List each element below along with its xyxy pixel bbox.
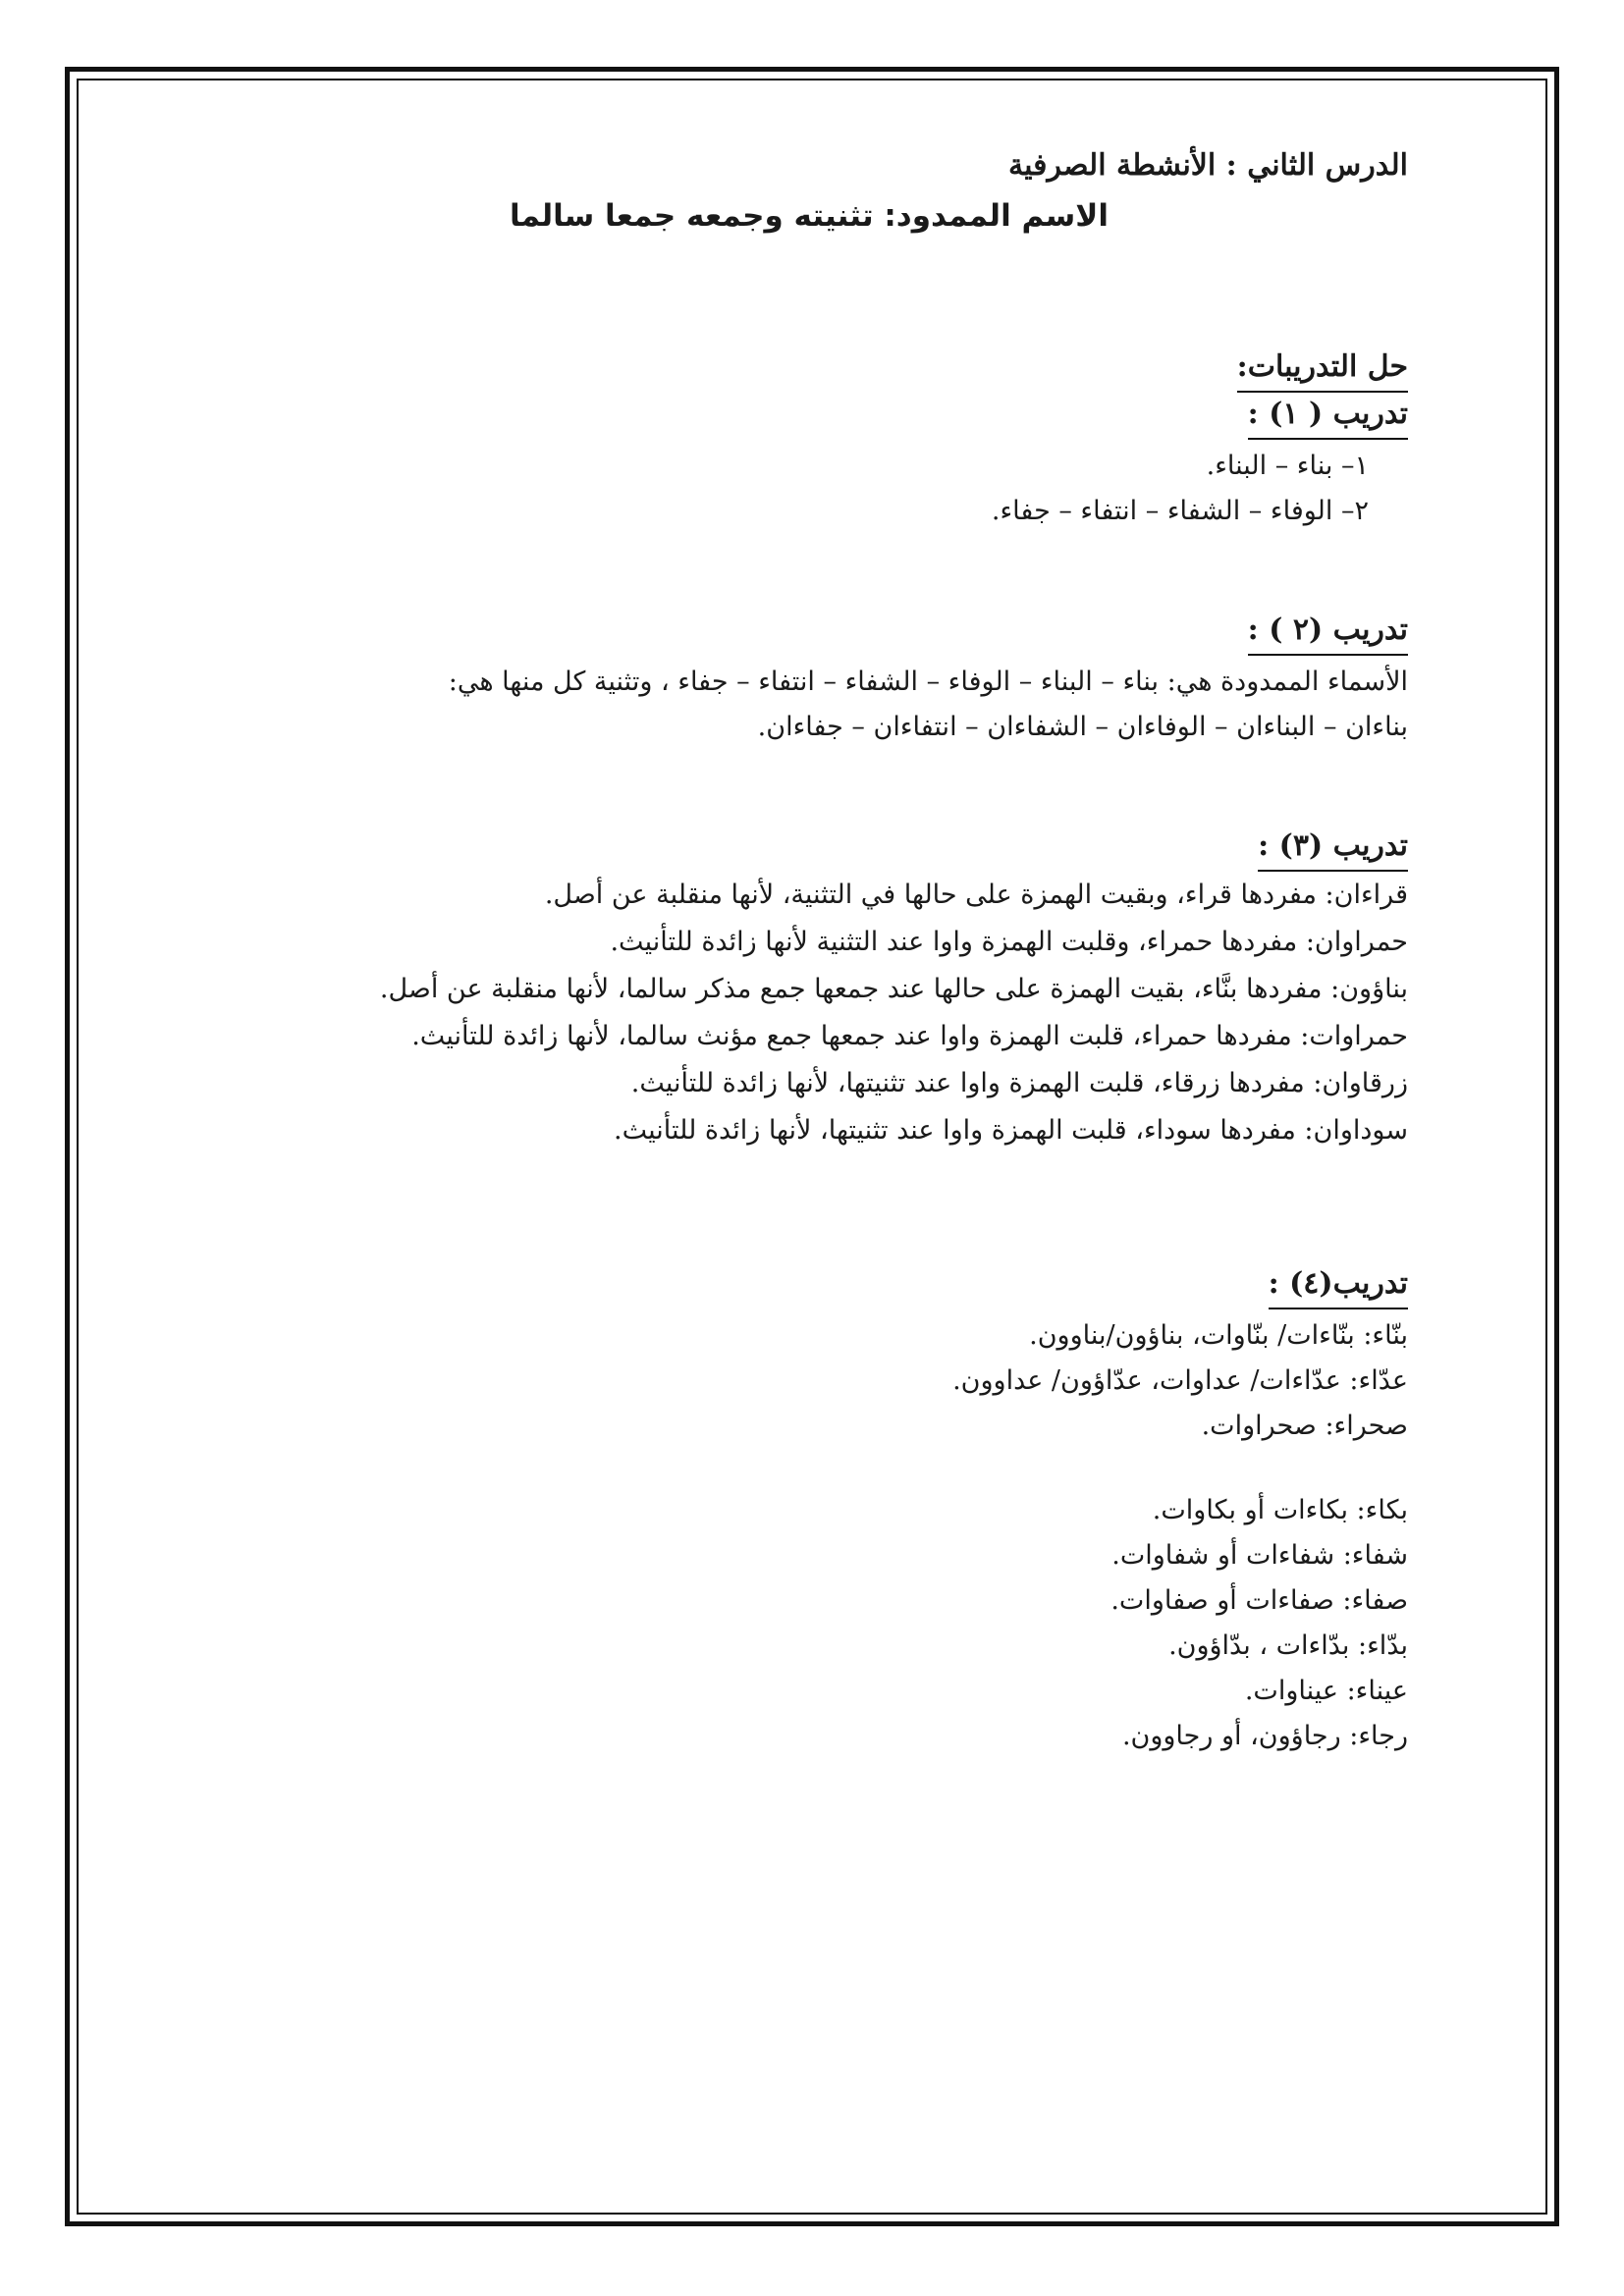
main-title: الاسم الممدود: تثنيته وجمعه جمعا سالما: [510, 198, 1109, 234]
exercise-line: رجاء: رجاؤون، أو رجاوون.: [1121, 1721, 1408, 1751]
exercise-1: [210, 393, 1408, 534]
exercise-heading: تدريب ( ١) :: [1248, 393, 1408, 440]
exercise-line: بنّاء: بنّاءات/ بنّاوات، بناؤون/بناوون.: [1029, 1320, 1408, 1351]
exercise-line: صفاء: صفاءات أو صفاوات.: [1110, 1585, 1408, 1616]
exercise-line: بدّاء: بدّاءات ، بدّاؤون.: [1168, 1630, 1408, 1661]
exercise-heading: تدريب(٤) :: [1269, 1262, 1408, 1309]
exercise-line: عيناء: عيناوات.: [1244, 1676, 1408, 1706]
exercise-3: [210, 825, 1408, 1154]
exercise-paragraph: سوداوان: مفردها سوداء، قلبت الهمزة واوا عند تثنيتها، لأنها زائدة للتأنيث.: [614, 1115, 1408, 1146]
exercise-heading: تدريب (٢ ) :: [1248, 609, 1408, 656]
exercise-paragraph: حمراوات: مفردها حمراء، قلبت الهمزة واوا عند جمعها جمع مؤنث سالما، لأنها زائدة للتأنيث.: [411, 1021, 1408, 1051]
exercise-line: الأسماء الممدودة هي: بناء – البناء – الوفاء – الشفاء – انتفاء – جفاء ، وتثنية كل منها هي:: [448, 667, 1408, 697]
exercise-paragraph: قراءان: مفردها قراء، وبقيت الهمزة على حالها في التثنية، لأنها منقلبة عن أصل.: [544, 880, 1408, 910]
exercise-heading: تدريب (٣) :: [1258, 825, 1408, 872]
exercise-line: عدّاء: عدّاءات/ عداوات، عدّاؤون/ عداوون.: [952, 1365, 1408, 1396]
exercise-paragraph: حمراوان: مفردها حمراء، وقلبت الهمزة واوا عند التثنية لأنها زائدة للتأنيث.: [610, 927, 1408, 957]
exercise-line: ٢– الوفاء – الشفاء – انتفاء – جفاء.: [991, 496, 1369, 526]
exercise-line: صحراء: صحراوات.: [1201, 1411, 1408, 1441]
exercise-4: [210, 1262, 1408, 1759]
exercise-line: ١– بناء – البناء.: [1206, 451, 1369, 481]
solutions-heading: حل التدريبات:: [1237, 346, 1408, 393]
exercise-line: بكاء: بكاءات أو بكاوات.: [1152, 1495, 1408, 1525]
exercise-paragraph: زرقاوان: مفردها زرقاء، قلبت الهمزة واوا عند تثنيتها، لأنها زائدة للتأنيث.: [630, 1068, 1408, 1098]
lesson-title: الدرس الثاني : الأنشطة الصرفية: [1008, 148, 1408, 183]
document-body: [210, 145, 1408, 1759]
exercise-2: [210, 609, 1408, 750]
exercise-paragraph: بناؤون: مفردها بنَّاء، بقيت الهمزة على حالها عند جمعها جمع مذكر سالما، لأنها منقلبة عن أصل.: [379, 974, 1408, 1004]
exercise-line: شفاء: شفاءات أو شفاوات.: [1111, 1540, 1408, 1571]
exercise-line: بناءان – البناءان – الوفاءان – الشفاءان – انتفاءان – جفاءان.: [757, 712, 1408, 742]
